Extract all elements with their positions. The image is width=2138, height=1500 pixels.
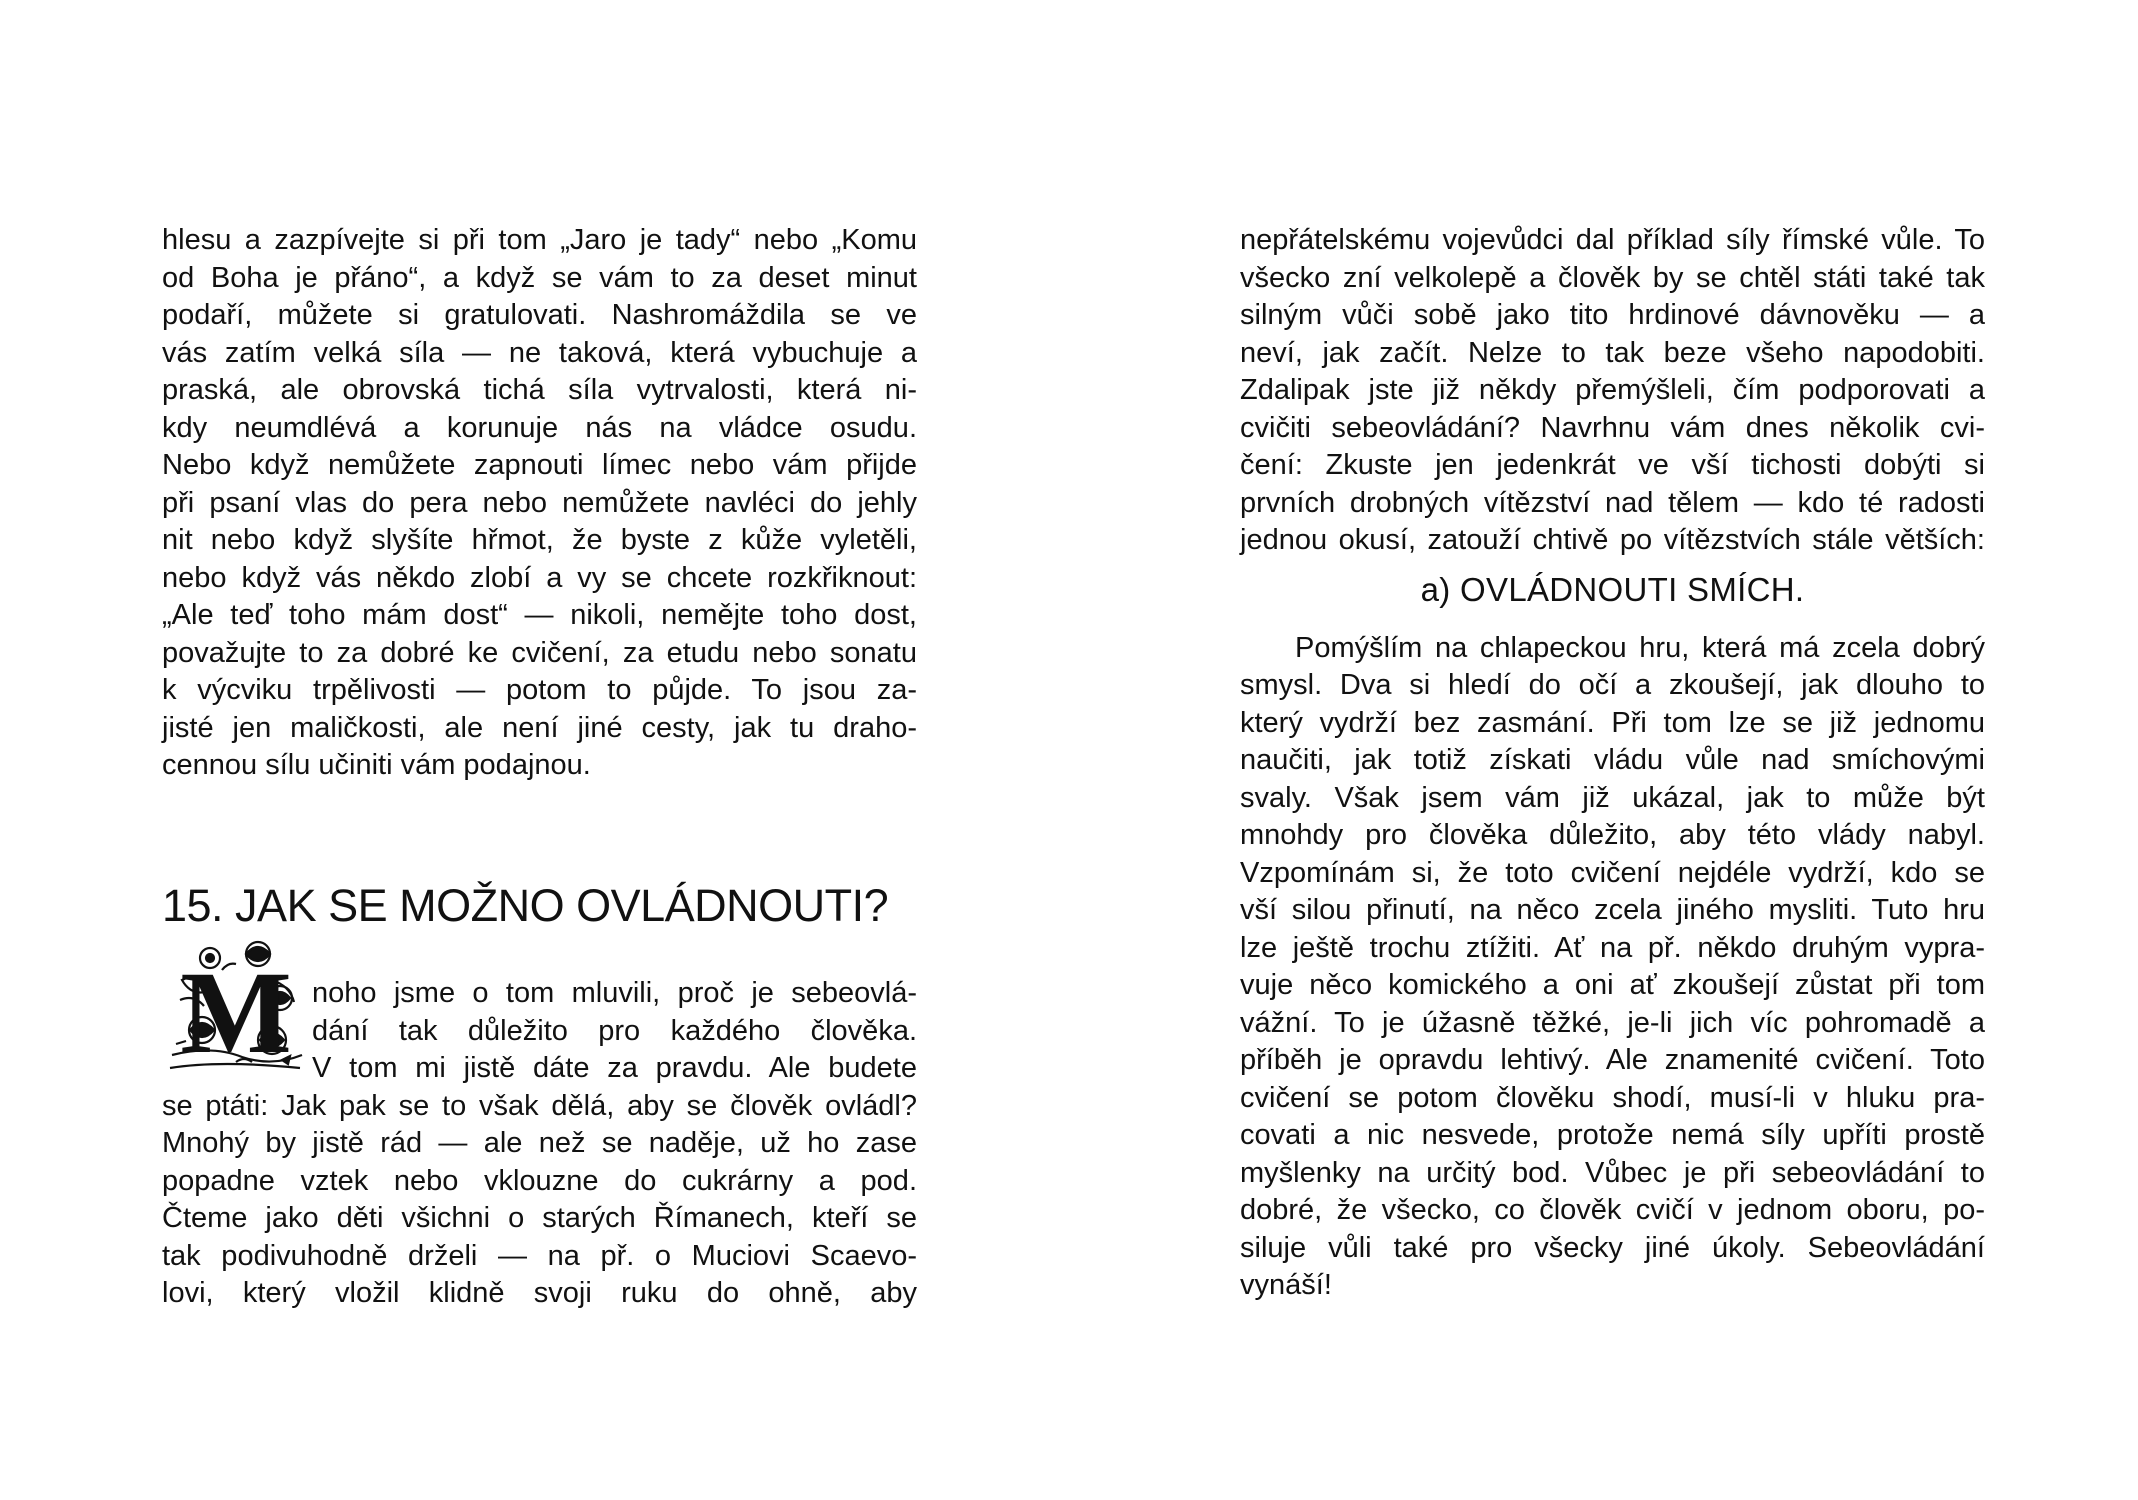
text-line: „Ale teď toho mám dost“ — nikoli, nemějte toho dost, bbox=[162, 599, 917, 631]
text-line: Vzpomínám si, že toto cvičení nejdéle vydrží, kdo se bbox=[1240, 856, 1985, 889]
text-line: Čteme jako děti všichni o starých Římanech, kteří se bbox=[162, 1202, 917, 1234]
text-line: popadne vztek nebo vklouzne do cukrárny a pod. bbox=[162, 1164, 917, 1197]
right-text-column bbox=[1240, 222, 1985, 1305]
text-line: vuje něco komického a oni ať zkoušejí zůstat při tom bbox=[1240, 969, 1985, 1001]
text-line: cennou sílu učiniti vám podajnou. bbox=[162, 749, 591, 781]
right-page bbox=[1069, 0, 2138, 1500]
text-line: prvních drobných vítězství nad tělem — kdo té radosti bbox=[1240, 486, 1985, 519]
text-line: podaří, můžete si gratulovati. Nashromáždila se ve bbox=[162, 299, 917, 331]
left-top-paragraph bbox=[162, 222, 917, 785]
text-line: noho jsme o tom mluvili, proč je sebeovlá- bbox=[312, 977, 917, 1009]
text-line: tak podivuhodně drželi — na př. o Muciovi Scaevo- bbox=[162, 1239, 917, 1272]
svg-text:M: M bbox=[180, 947, 292, 1075]
spacer bbox=[1240, 616, 1985, 630]
text-line: naučiti, jak totiž získati vládu vůle nad smíchovými bbox=[1240, 744, 1985, 776]
text-line: všecko zní velkolepě a člověk by se chtěl státi také tak bbox=[1240, 261, 1985, 294]
text-line: praská, ale obrovská tichá síla vytrvalosti, která ni- bbox=[162, 374, 917, 406]
text-line: nebo když vás někdo zlobí a vy se chcete rozkřiknout: bbox=[162, 561, 917, 594]
text-line: se ptáti: Jak pak se to však dělá, aby se člověk ovládl? bbox=[162, 1089, 917, 1122]
text-line: kdy neumdlévá a korunuje nás na vládce osudu. bbox=[162, 411, 917, 444]
text-line: který vydrží bez zasmání. Při tom lze se již jednomu bbox=[1240, 706, 1985, 739]
text-line: V tom mi jistě dáte za pravdu. Ale budete bbox=[312, 1052, 917, 1084]
text-line: čení: Zkuste jen jedenkrát ve vší tichosti dobýti si bbox=[1240, 449, 1985, 481]
text-line: příběh je opravdu lehtivý. Ale znamenité cvičení. Toto bbox=[1240, 1044, 1985, 1076]
text-line: dání tak důležito pro každého člověka. bbox=[312, 1014, 917, 1047]
text-line: Nebo když nemůžete zapnouti límec nebo vám přijde bbox=[162, 449, 917, 481]
text-line: vší silou přinutí, na něco zcela jiného mysliti. Tuto hru bbox=[1240, 894, 1985, 926]
text-line: vynáší! bbox=[1240, 1269, 1332, 1301]
text-line: k výcviku trpělivosti — potom to půjde. To jsou za- bbox=[162, 674, 917, 706]
text-line: smysl. Dva si hledí do očí a zkoušejí, jak dlouho to bbox=[1240, 669, 1985, 701]
text-line: vás zatím velká síla — ne taková, která vybuchuje a bbox=[162, 336, 917, 369]
text-line: nit nebo když slyšíte hřmot, že byste z kůže vyletěli, bbox=[162, 524, 917, 556]
text-line: hlesu a zazpívejte si při tom „Jaro je tady“ nebo „Komu bbox=[162, 224, 917, 256]
text-line: jisté jen maličkosti, ale není jiné cesty, jak tu draho- bbox=[162, 711, 917, 744]
text-line: od Boha je přáno“, a když se vám to za deset minut bbox=[162, 261, 917, 294]
text-line: siluje vůli také pro všecky jiné úkoly. Sebeovládání bbox=[1240, 1231, 1985, 1264]
text-line: lze ještě trochu ztížiti. Ať na př. někdo druhým vypra- bbox=[1240, 931, 1985, 964]
text-line: Zdalipak jste již někdy přemýšleli, čím podporovati a bbox=[1240, 374, 1985, 406]
text-line: mnohdy pro člověka důležito, aby této vlády nabyl. bbox=[1240, 819, 1985, 851]
text-line: dobré, že všecko, co člověk cvičí v jednom oboru, po- bbox=[1240, 1194, 1985, 1226]
text-line: při psaní vlas do pera nebo nemůžete navléci do jehly bbox=[162, 486, 917, 519]
text-line: nepřátelskému vojevůdci dal příklad síly římské vůle. To bbox=[1240, 224, 1985, 256]
text-line: svaly. Však jsem vám již ukázal, jak to může být bbox=[1240, 781, 1985, 814]
text-line: neví, jak začít. Nelze to tak beze všeho napodobiti. bbox=[1240, 336, 1985, 369]
text-line: považujte to za dobré ke cvičení, za etudu nebo sonatu bbox=[162, 636, 917, 669]
text-line: Mnohý by jistě rád — ale než se naděje, už ho zase bbox=[162, 1127, 917, 1159]
text-line: lovi, který vložil klidně svoji ruku do ohně, aby bbox=[162, 1277, 917, 1309]
text-line: silným vůči sobě jako tito hrdinové dávnověku — a bbox=[1240, 299, 1985, 331]
text-line: cvičení se potom člověku shodí, musí-li v hluku pra- bbox=[1240, 1081, 1985, 1114]
text-line: cvičiti sebeovládání? Navrhnu vám dnes několik cvi- bbox=[1240, 411, 1985, 444]
text-line: vážní. To je úžasně těžké, je-li jich víc pohromadě a bbox=[1240, 1006, 1985, 1039]
text-line: covati a nic nesvede, protože nemá síly upříti prostě bbox=[1240, 1119, 1985, 1151]
text-line: myšlenky na určitý bod. Vůbec je při sebeovládání to bbox=[1240, 1156, 1985, 1189]
section-subheading: a) OVLÁDNOUTI SMÍCH. bbox=[1420, 570, 1805, 608]
text-line: jednou okusí, zatouží chtivě po vítězstvích stále větších: bbox=[1240, 524, 1985, 556]
chapter-title: 15. JAK SE MOŽNO OVLÁDNOUTI? bbox=[162, 880, 889, 931]
chapter-text bbox=[162, 975, 917, 1313]
text-line: Pomýšlím na chlapeckou hru, která má zcela dobrý bbox=[1295, 631, 1985, 664]
